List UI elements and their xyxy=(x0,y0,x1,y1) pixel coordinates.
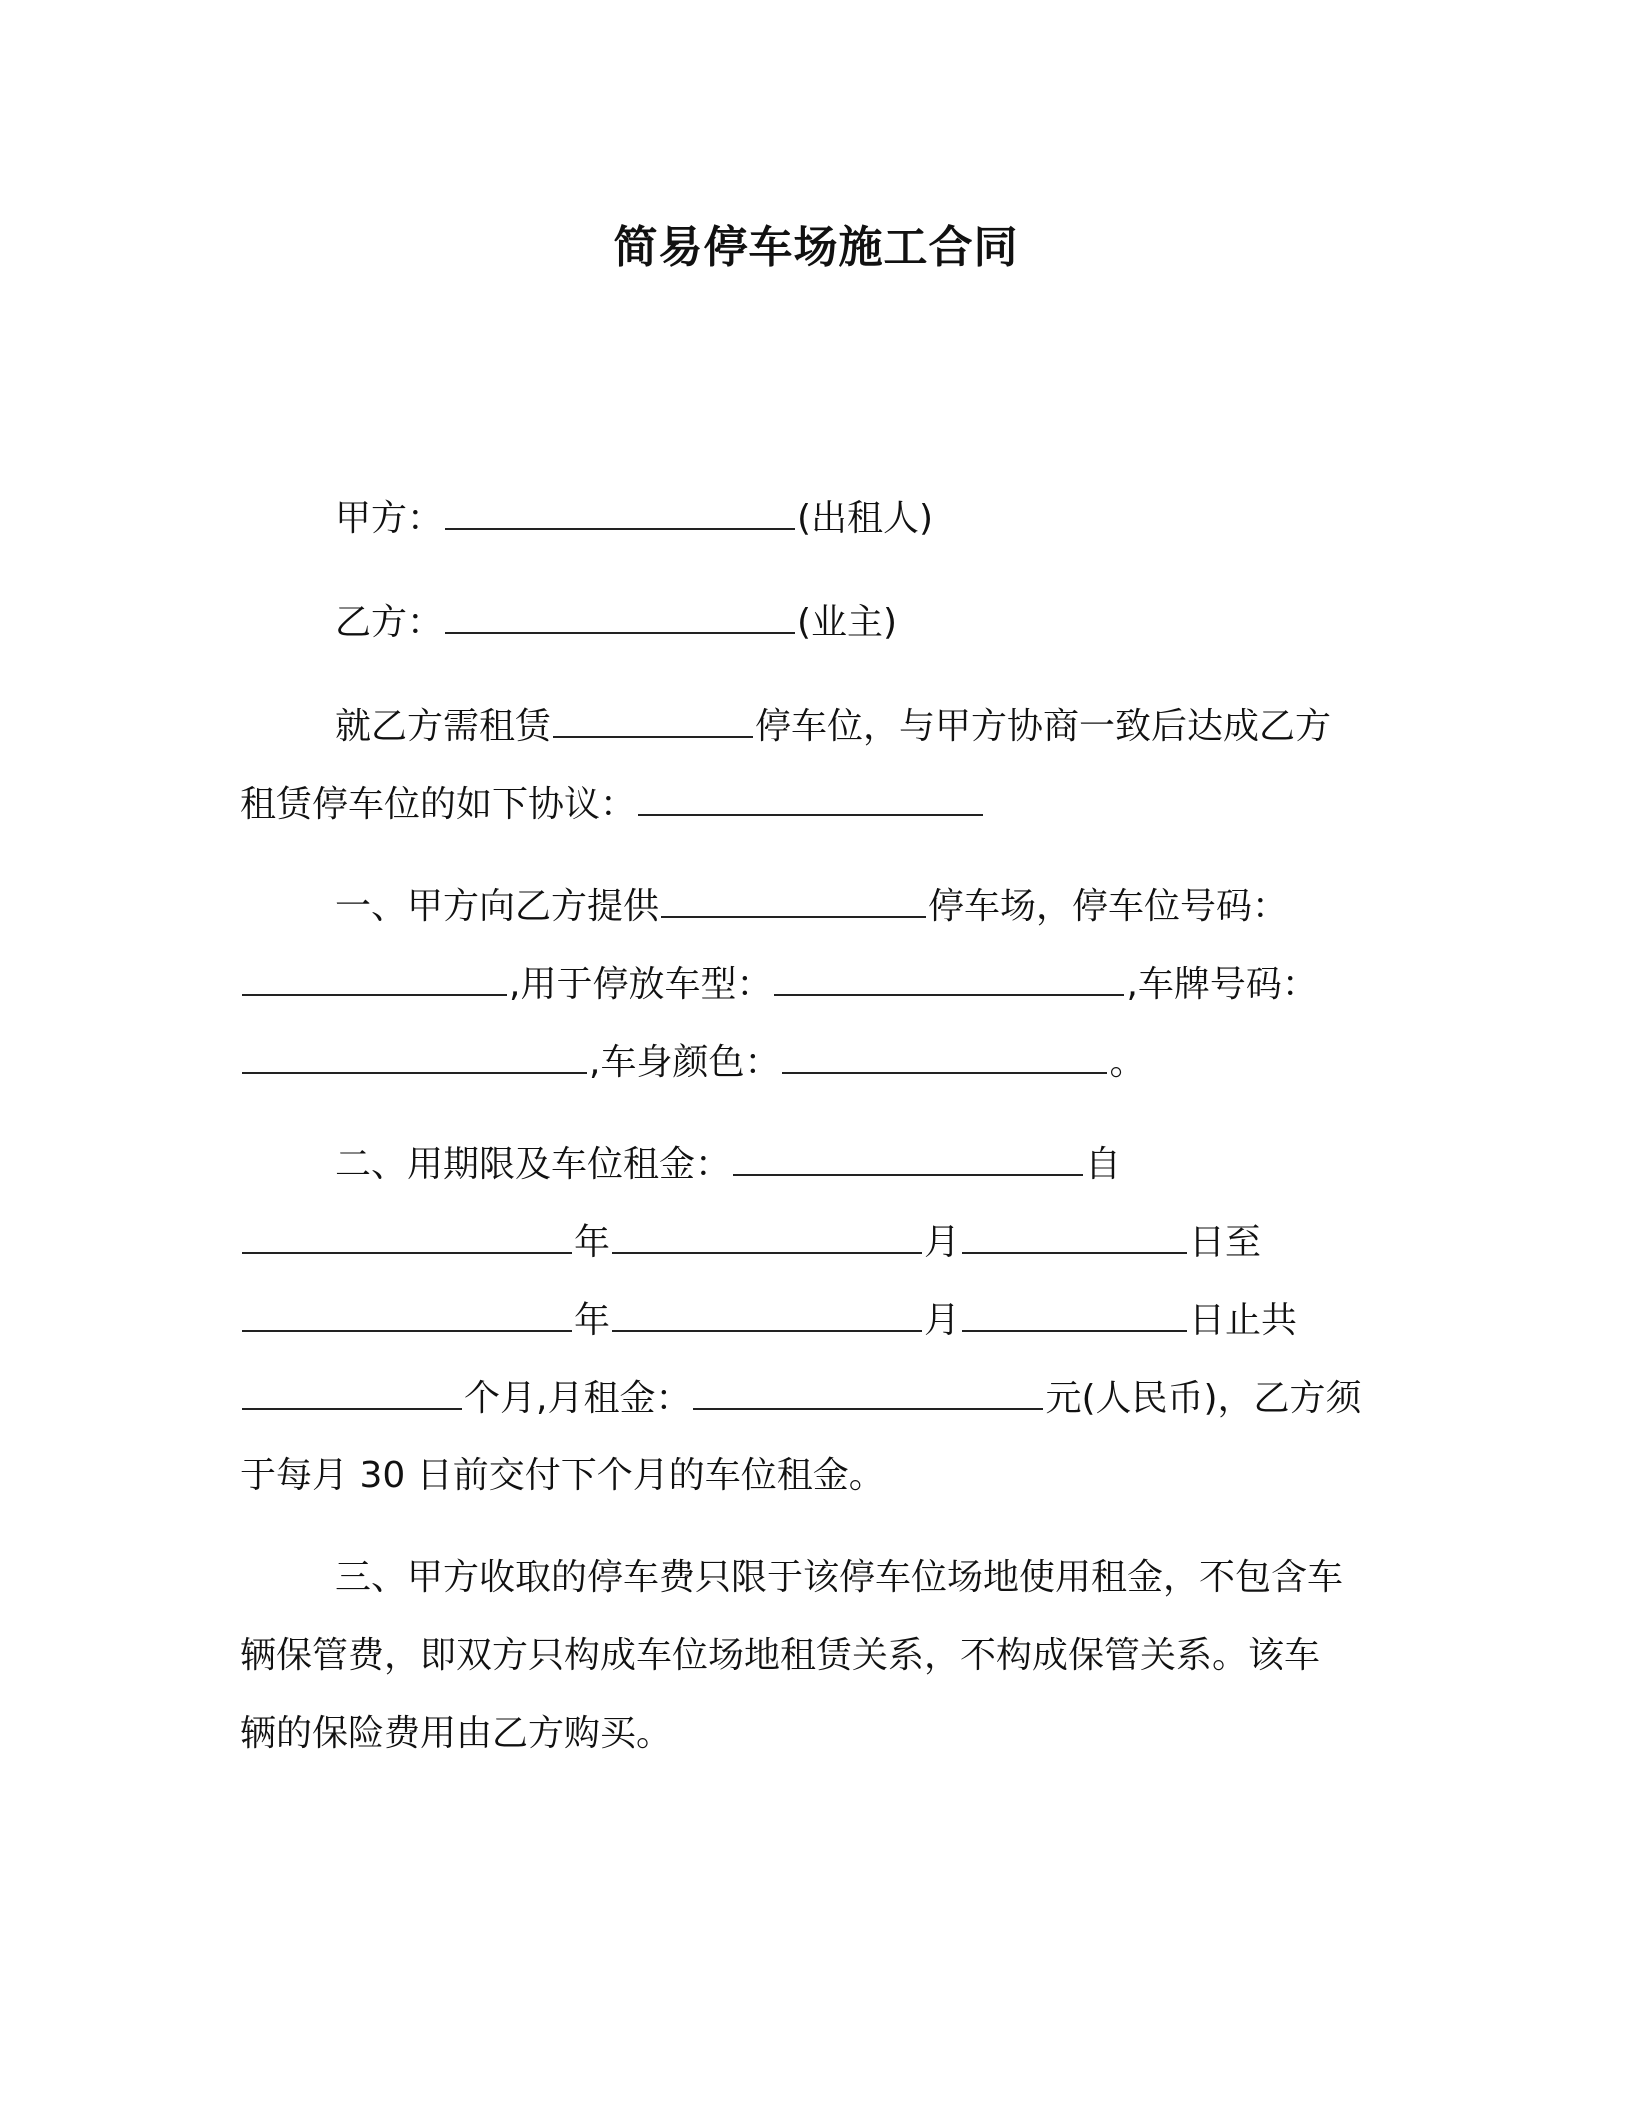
clause1-line-3 xyxy=(240,1038,1145,1087)
clause2-line-3 xyxy=(240,1296,1297,1345)
clause2-line-4 xyxy=(240,1374,1362,1423)
clause2-end-day-blank[interactable] xyxy=(962,1296,1187,1332)
clause2-month-label-2: 月 xyxy=(924,1300,961,1341)
clause1-text-a: 一、甲方向乙方提供 xyxy=(335,886,660,927)
clause2-line-2 xyxy=(240,1218,1261,1267)
intro-line-1 xyxy=(335,702,1331,751)
document-title: 简易停车场施工合同 xyxy=(613,222,1019,273)
intro-rent-blank[interactable] xyxy=(553,702,753,738)
clause3-line-3: 辆的保险费用由乙方购买。 xyxy=(240,1713,673,1754)
clause2-year-label: 年 xyxy=(574,1222,611,1263)
clause1-text-d: ,车牌号码： xyxy=(1126,964,1318,1005)
clause1-text-e: ,车身颜色： xyxy=(589,1042,781,1083)
clause2-month-label: 月 xyxy=(924,1222,961,1263)
party-a-line xyxy=(335,494,933,543)
party-a-suffix: (出租人) xyxy=(797,498,934,539)
party-b-label: 乙方： xyxy=(335,602,444,643)
clause2-text-d: 元(人民币)，乙方须 xyxy=(1045,1378,1362,1419)
clause1-text-b: 停车场，停车位号码： xyxy=(928,886,1289,927)
intro-agreement-blank[interactable] xyxy=(638,780,983,816)
clause2-text-a: 二、用期限及车位租金： xyxy=(335,1144,732,1185)
intro-text-a: 就乙方需租赁 xyxy=(335,706,552,747)
clause2-day-end: 日止共 xyxy=(1189,1300,1298,1341)
clause3-line-1: 三、甲方收取的停车费只限于该停车位场地使用租金，不包含车 xyxy=(335,1557,1344,1598)
clause1-color-blank[interactable] xyxy=(782,1038,1107,1074)
party-a-label: 甲方： xyxy=(335,498,444,539)
intro-text-c: 租赁停车位的如下协议： xyxy=(240,784,637,825)
clause1-car-model-blank[interactable] xyxy=(774,960,1124,996)
clause1-text-f: 。 xyxy=(1109,1042,1146,1083)
clause2-line-1 xyxy=(335,1140,1121,1189)
clause2-day-to: 日至 xyxy=(1189,1222,1262,1263)
clause1-line-1 xyxy=(335,882,1288,931)
party-b-blank[interactable] xyxy=(445,598,795,634)
clause2-rent-blank[interactable] xyxy=(693,1374,1043,1410)
party-b-suffix: (业主) xyxy=(797,602,898,643)
clause2-start-day-blank[interactable] xyxy=(962,1218,1187,1254)
clause1-plate-blank[interactable] xyxy=(242,1038,587,1074)
clause2-line-5: 于每月 30 日前交付下个月的车位租金。 xyxy=(240,1455,885,1496)
clause2-end-month-blank[interactable] xyxy=(612,1296,922,1332)
clause2-term-blank[interactable] xyxy=(733,1140,1083,1176)
clause2-text-c: 个月,月租金： xyxy=(464,1378,692,1419)
clause2-end-year-blank[interactable] xyxy=(242,1296,572,1332)
party-a-blank[interactable] xyxy=(445,494,795,530)
clause2-start-year-blank[interactable] xyxy=(242,1218,572,1254)
clause2-start-month-blank[interactable] xyxy=(612,1218,922,1254)
clause1-space-number-blank[interactable] xyxy=(242,960,507,996)
clause2-year-label-2: 年 xyxy=(574,1300,611,1341)
clause1-text-c: ,用于停放车型： xyxy=(509,964,773,1005)
clause1-line-2 xyxy=(240,960,1318,1009)
intro-line-2 xyxy=(240,780,985,829)
clause2-text-b: 自 xyxy=(1085,1144,1122,1185)
clause3-line-2: 辆保管费，即双方只构成车位场地租赁关系，不构成保管关系。该车 xyxy=(240,1635,1321,1676)
intro-text-b: 停车位，与甲方协商一致后达成乙方 xyxy=(755,706,1332,747)
clause2-months-blank[interactable] xyxy=(242,1374,462,1410)
party-b-line xyxy=(335,598,897,647)
clause1-lot-blank[interactable] xyxy=(661,882,926,918)
